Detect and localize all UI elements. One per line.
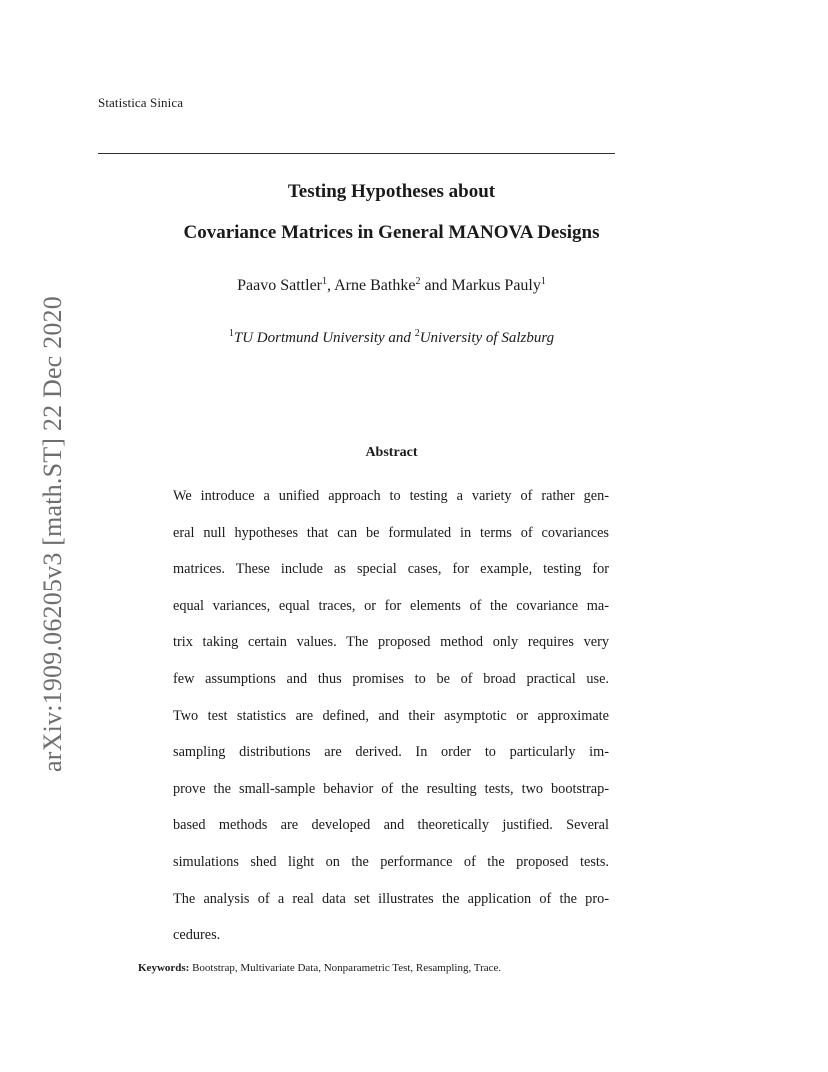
abstract-line: cedures. [173, 927, 221, 944]
abstract-line: We introduce a unified approach to testing a variety of rather gen- [173, 488, 609, 504]
header-rule [98, 153, 615, 154]
abstract-line: sampling distributions are derived. In order to particularly im- [173, 744, 609, 761]
abstract-line: few assumptions and thus promises to be of broad practical use. [173, 670, 609, 687]
affiliation-mark: 2 [414, 328, 420, 339]
paper-title-line-1: Testing Hypotheses about [287, 181, 496, 202]
author-name: Paavo Sattler [237, 277, 322, 294]
abstract-line: matrices. These include as special cases, for example, testing for [173, 561, 609, 578]
abstract-heading: Abstract [365, 445, 418, 460]
author-affiliation-mark: 1 [540, 276, 546, 287]
author-list [98, 277, 685, 295]
author-separator: , [327, 277, 335, 294]
affiliation-mark: 1 [228, 328, 234, 339]
abstract-line: The analysis of a real data set illustrates the application of the pro- [173, 890, 609, 907]
author-affiliation-mark: 1 [322, 276, 327, 287]
keywords [138, 962, 501, 974]
keywords-label: Keywords: [138, 962, 190, 974]
affiliation-text: University of Salzburg [419, 330, 555, 346]
abstract-line: trix taking certain values. The proposed method only requires very [173, 634, 609, 651]
affiliations [98, 330, 685, 347]
abstract-line: simulations shed light on the performance of the proposed tests. [173, 853, 609, 870]
keywords-text: Bootstrap, Multivariate Data, Nonparametric Test, Resampling, Trace. [189, 962, 502, 974]
author-name: Arne Bathke [334, 277, 416, 294]
abstract-line: equal variances, equal traces, or for elements of the covariance ma- [173, 597, 609, 614]
abstract-line: eral null hypotheses that can be formulated in terms of covariances [173, 524, 609, 541]
arxiv-stamp: arXiv:1909.06205v3 [math.ST] 22 Dec 2020 [38, 296, 67, 772]
author-separator: and [420, 277, 452, 294]
affiliation-text: TU Dortmund University and [233, 330, 415, 346]
journal-name: Statistica Sinica [98, 95, 184, 110]
abstract-body [173, 478, 609, 954]
abstract-line: Two test statistics are defined, and their asymptotic or approximate [173, 707, 609, 724]
abstract-line: prove the small-sample behavior of the resulting tests, two bootstrap- [173, 780, 609, 797]
paper-title-line-2: Covariance Matrices in General MANOVA Designs [183, 222, 600, 243]
author-name: Markus Pauly [451, 277, 541, 294]
author-affiliation-mark: 2 [415, 276, 421, 287]
abstract-line: based methods are developed and theoretically justified. Several [173, 817, 609, 834]
